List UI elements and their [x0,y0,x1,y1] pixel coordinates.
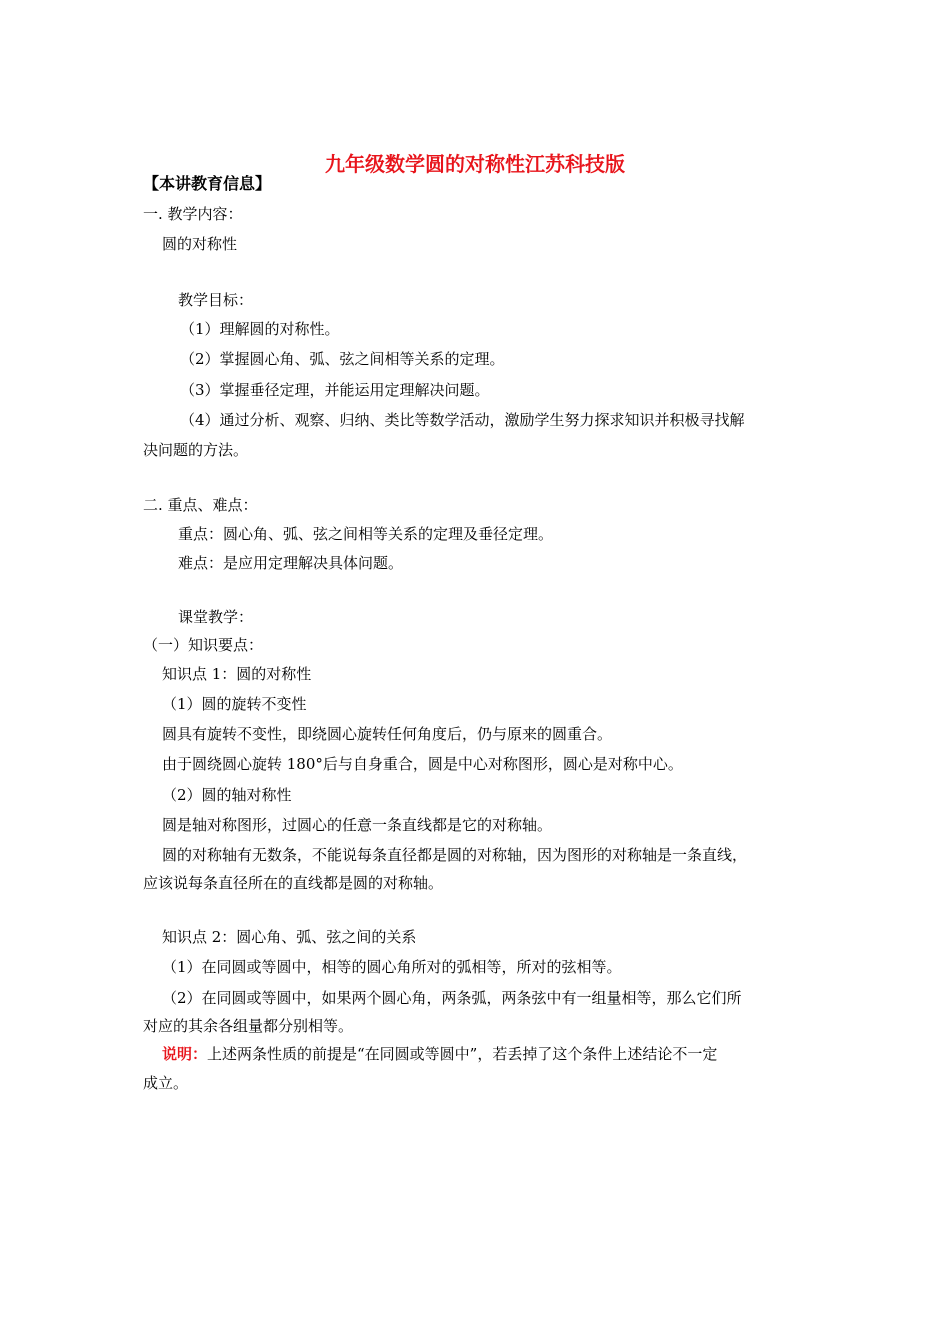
kp1-title: 知识点 1：圆的对称性 [162,665,312,683]
note-paragraph-continued: 成立。 [143,1074,189,1092]
kp1-paragraph: 圆的对称轴有无数条，不能说每条直径都是圆的对称轴，因为图形的对称轴是一条直线， [162,846,748,864]
kp1-paragraph-continued: 应该说每条直径所在的直线都是圆的对称轴。 [143,874,444,892]
objectives-heading: 教学目标： [178,291,254,309]
kp2-paragraph: （1）在同圆或等圆中，相等的圆心角所对的弧相等，所对的弦相等。 [162,958,622,976]
document-title: 九年级数学圆的对称性江苏科技版 [325,152,625,176]
objective-item: （4）通过分析、观察、归纳、类比等数学活动，激励学生努力探求知识并积极寻找解 [180,411,745,429]
objective-item: （3）掌握垂径定理，并能运用定理解决问题。 [180,381,490,399]
kp1-subheading: （2）圆的轴对称性 [162,786,292,804]
section-header: 【本讲教育信息】 [143,174,272,193]
class-teaching-heading: 课堂教学： [178,608,254,626]
teaching-content-heading: 一. 教学内容： [143,205,243,223]
knowledge-heading: （一）知识要点： [143,636,264,654]
key-points-heading: 二. 重点、难点： [143,496,258,514]
note-label: 说明： [162,1045,208,1063]
note-paragraph [162,1043,717,1065]
objective-item: （1）理解圆的对称性。 [180,320,340,338]
difficult-point: 难点：是应用定理解决具体问题。 [178,554,404,572]
kp2-paragraph-continued: 对应的其余各组量都分别相等。 [143,1017,354,1035]
kp2-title: 知识点 2：圆心角、弧、弦之间的关系 [162,928,417,946]
kp1-paragraph: 由于圆绕圆心旋转 180°后与自身重合，圆是中心对称图形，圆心是对称中心。 [162,755,683,773]
kp1-paragraph: 圆具有旋转不变性，即绕圆心旋转任何角度后，仍与原来的圆重合。 [162,725,613,743]
kp1-subheading: （1）圆的旋转不变性 [162,695,307,713]
key-point: 重点：圆心角、弧、弦之间相等关系的定理及垂径定理。 [178,525,554,543]
objective-item: （2）掌握圆心角、弧、弦之间相等关系的定理。 [180,350,505,368]
kp1-paragraph: 圆是轴对称图形，过圆心的任意一条直线都是它的对称轴。 [162,816,553,834]
teaching-content: 圆的对称性 [162,235,238,253]
objective-item-continued: 决问题的方法。 [143,441,249,459]
note-text: 上述两条性质的前提是“在同圆或等圆中”，若丢掉了这个条件上述结论不一定 [207,1045,718,1063]
kp2-paragraph: （2）在同圆或等圆中，如果两个圆心角，两条弧，两条弦中有一组量相等，那么它们所 [162,989,742,1007]
